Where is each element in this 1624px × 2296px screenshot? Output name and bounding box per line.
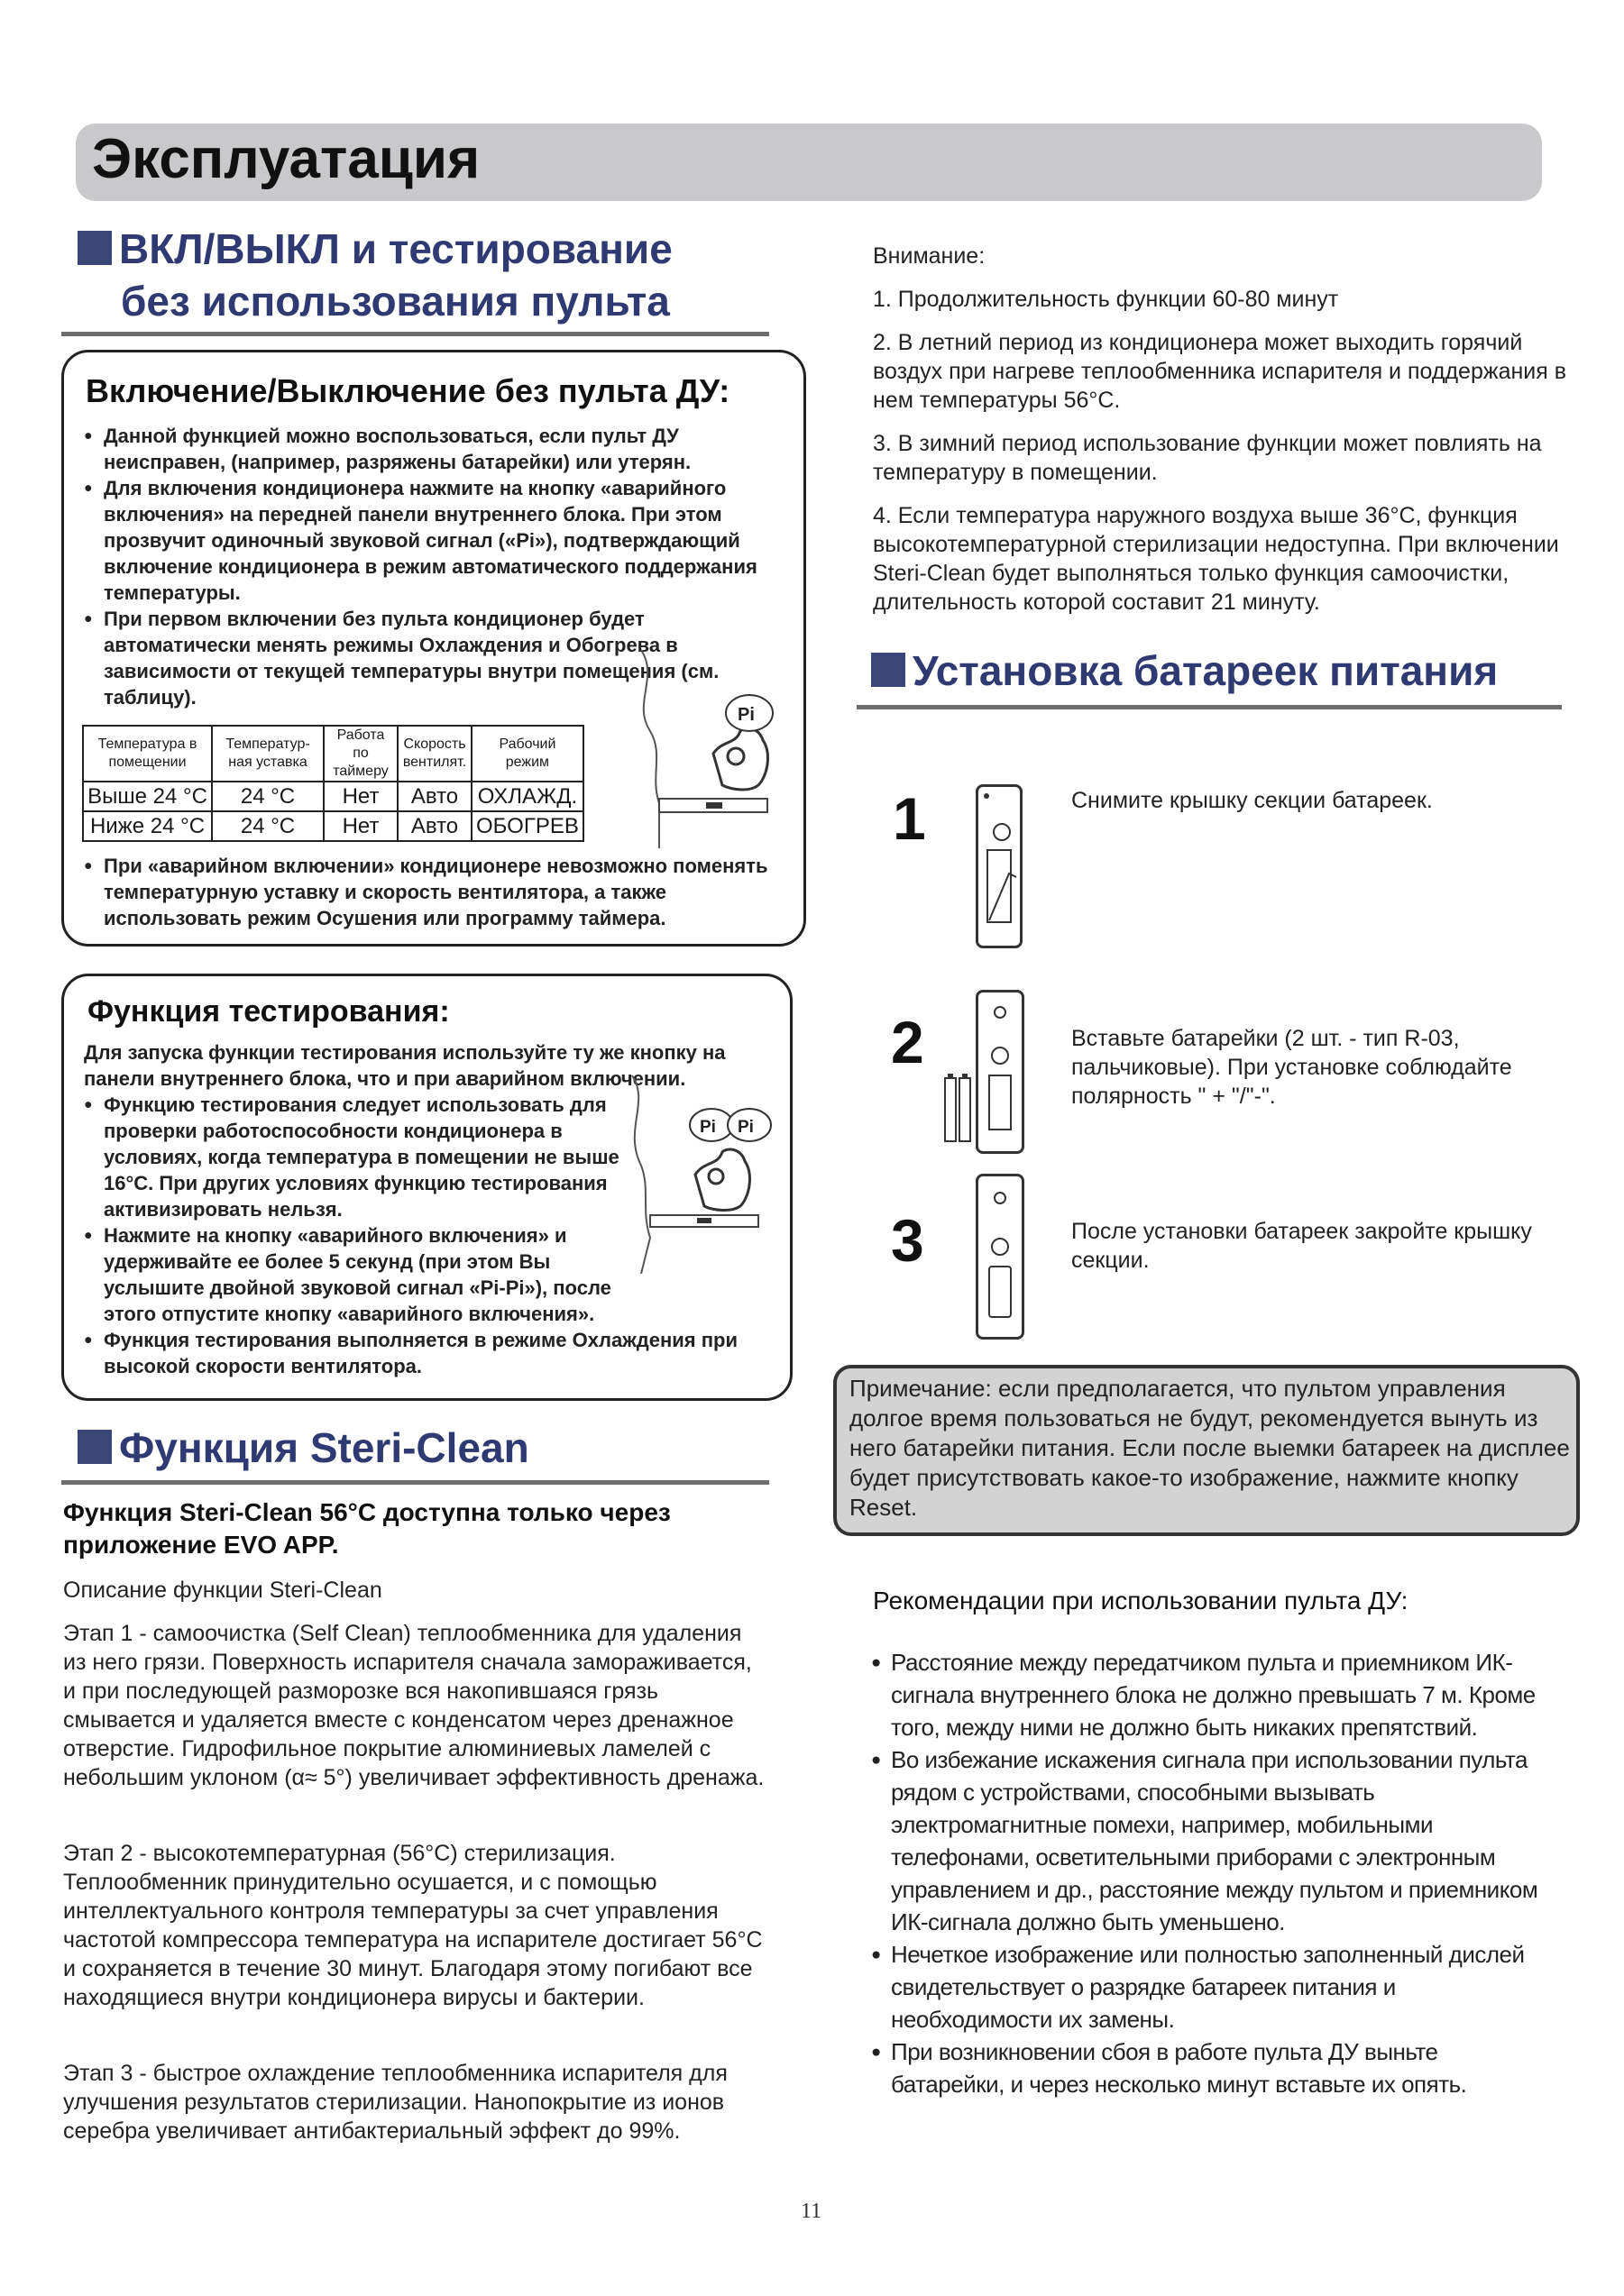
remote-illustration-closed [976, 1174, 1024, 1340]
table-row: Ниже 24 °C 24 °C Нет Авто ОБОГРЕВ [83, 811, 583, 841]
note-box [833, 1365, 1580, 1536]
batteries-icon [943, 1073, 974, 1145]
test-intro: Для запуска функции тестирования используйте ту же кнопку на панели внутреннего блока, что и при аварийном включении. [84, 1041, 726, 1090]
table-header: Скорость вентилят. [398, 726, 472, 782]
divider [61, 332, 769, 336]
section-square-icon [871, 653, 905, 687]
page-number: 11 [801, 2200, 822, 2223]
divider [857, 705, 1562, 709]
sound-label: Pi [738, 705, 755, 725]
test-box-title: Функция тестирования: [87, 994, 450, 1029]
note-text: Примечание: если предполагается, что пультом управления долгое время пользоваться не будут, рекомендуется вынуть из него батарейки питания. Если после выемки батареек на дисплее будет присутствовать какое-то изображение, нажмите кнопку Reset. [849, 1375, 1570, 1521]
attention-item: 4. Если температура наружного воздуха выше 36°C, функция высокотемпературной стерилизации недоступна. При включении Steri-Clean будет выполняться только функция самоочистки, длительность которой составит 21 минуту. [873, 503, 1559, 615]
list-item: ● Для включения кондиционера нажмите на кнопку «аварийного включения» на передней панели внутреннего блока. При этом прозвучит одиночный звуковой сигнал («Pi»), подтверждающий включение кондиционера в режим автоматического поддержания температуры. [84, 475, 778, 606]
list-item: ● Функцию тестирования следует использовать для проверки работоспособности кондиционера в условиях, когда температура в помещении не выше 16°C. При других условиях функцию тестирования активизировать нельзя. [84, 1092, 636, 1222]
section-heading-steri: Функция Steri-Clean [78, 1422, 529, 1473]
attention-label: Внимание: [873, 243, 986, 269]
recommendations-list [871, 1646, 1547, 2100]
remote-icon [978, 787, 1020, 946]
section-heading-onoff: ВКЛ/ВЫКЛ и тестирование [78, 224, 673, 274]
remote-illustration-batteries [976, 990, 1024, 1154]
list-item: ● При первом включении без пульта кондиционер будет автоматически менять режимы Охлаждения и Обогрева в зависимости от текущей температуры внутри помещения (см. таблицу). [84, 606, 771, 710]
list-item: ● При возникновении сбоя в работе пульта ДУ выньте батарейки, и через несколько минут вставьте их опять. [871, 2035, 1547, 2100]
steri-stage-2: Этап 2 - высокотемпературная (56°C) стерилизация. Теплообменник принудительно осушается, и с помощью интеллектуального контроля температуры за счет управления частотой компрессора температура на испарителе достигает 56°C и сохраняется в течение 30 минут. Благодаря этому погибают все находящиеся внутри кондиционера вирусы и бактерии. [63, 1841, 763, 2010]
list-item: ● Нажмите на кнопку «аварийного включения» и удерживайте ее более 5 секунд (при этом Вы услышите двойной звуковой сигнал «Pi-Pi»), после этого отпустите кнопку «аварийного включения». [84, 1222, 636, 1327]
list-item: ● Функция тестирования выполняется в режиме Охлаждения при высокой скорости вентилятора. [84, 1327, 778, 1379]
page-header-banner [76, 123, 1542, 201]
table-header: Рабочий режим [472, 726, 583, 782]
attention-item: 1. Продолжительность функции 60-80 минут [873, 287, 1339, 312]
attention-item: 3. В зимний период использование функции может повлиять на температуру в помещении. [873, 431, 1542, 485]
list-item: ● При «аварийном включении» кондиционере невозможно поменять температурную уставку и скорость вентилятора, а также использовать режим Осушения или программу таймера. [84, 853, 792, 931]
list-item: ● Расстояние между передатчиком пульта и приемником ИК-сигнала внутреннего блока не должно превышать 7 м. Кроме того, между ними не должно быть никаких препятствий. [871, 1646, 1547, 1743]
sound-label-1: Pi [700, 1118, 716, 1137]
section-heading-battery: Установка батареек питания [871, 645, 1498, 696]
step-text: Вставьте батарейки (2 шт. - тип R-03, пальчиковые). При установке соблюдайте полярность " + "/"-". [1071, 1026, 1512, 1109]
remote-icon [978, 1176, 1022, 1337]
table-header: Температур-ная уставка [212, 726, 324, 782]
list-item: ● Нечеткое изображение или полностью заполненный дислей свидетельствует о разрядке батареек питания и необходимости их замены. [871, 1938, 1547, 2035]
step-number: 3 [891, 1207, 924, 1274]
sound-label-2: Pi [738, 1118, 754, 1137]
steri-subtitle: Функция Steri-Clean 56°C доступна только через приложение EVO APP. [63, 1498, 671, 1559]
onoff-box-title: Включение/Выключение без пульта ДУ: [86, 372, 730, 409]
list-item: ● Данной функцией можно воспользоваться, если пульт ДУ неисправен, (например, разряжены батарейки) или утерян. [84, 423, 778, 475]
emergency-button-illustration [623, 641, 794, 848]
step-text: После установки батареек закройте крышку секции. [1071, 1219, 1532, 1273]
recommendations-title: Рекомендации при использовании пульта ДУ: [873, 1587, 1408, 1615]
test-function-box [61, 974, 793, 1401]
steri-stage-1: Этап 1 - самоочистка (Self Clean) теплообменника для удаления из него грязи. Поверхность испарителя сначала замораживается, и при последующей разморозке вся накопившаяся грязь смывается и удаляется вместе с конденсатом через дренажное отверстие. Гидрофильное покрытие алюминиевых ламелей с небольшим уклоном (α≈ 5°) увеличивает эффективность дренажа. [63, 1621, 765, 1790]
table-header: Температура в помещении [83, 726, 212, 782]
list-item: ● Во избежание искажения сигнала при использовании пульта рядом с устройствами, способными вызывать электромагнитные помехи, например, мобильными телефонами, осветительными приборами с электронным управлением и др., расстояние между пультом и приемником ИК-сигнала должно быть уменьшено. [871, 1743, 1547, 1938]
remote-icon [978, 992, 1022, 1151]
emergency-mode-table [82, 725, 584, 842]
step-number: 2 [891, 1009, 924, 1075]
onoff-bullet-last [84, 853, 792, 931]
section-heading-onoff-line2: без использования пульта [121, 278, 670, 325]
step-text: Снимите крышку секции батареек. [1071, 788, 1433, 813]
test-button-illustration [596, 1066, 785, 1274]
attention-item: 2. В летний период из кондиционера может выходить горячий воздух при нагреве теплообменника испарителя и поддержания в нем температуры 56°C. [873, 330, 1567, 413]
steri-stage-3: Этап 3 - быстрое охлаждение теплообменника испарителя для улучшения результатов стерилизации. Нанопокрытие из ионов серебра увеличивает антибактериальный эффект до 99%. [63, 2061, 728, 2144]
page-title: Эксплуатация [92, 128, 481, 190]
table-header: Работа по таймеру [324, 726, 398, 782]
step-number: 1 [893, 785, 926, 852]
remote-illustration-open [976, 784, 1023, 948]
section-square-icon [78, 1430, 112, 1464]
section-square-icon [78, 231, 112, 265]
onoff-box [61, 350, 806, 947]
steri-desc-label: Описание функции Steri-Clean [63, 1578, 382, 1603]
table-row: Выше 24 °C 24 °C Нет Авто ОХЛАЖД. [83, 782, 583, 811]
divider [61, 1480, 769, 1485]
